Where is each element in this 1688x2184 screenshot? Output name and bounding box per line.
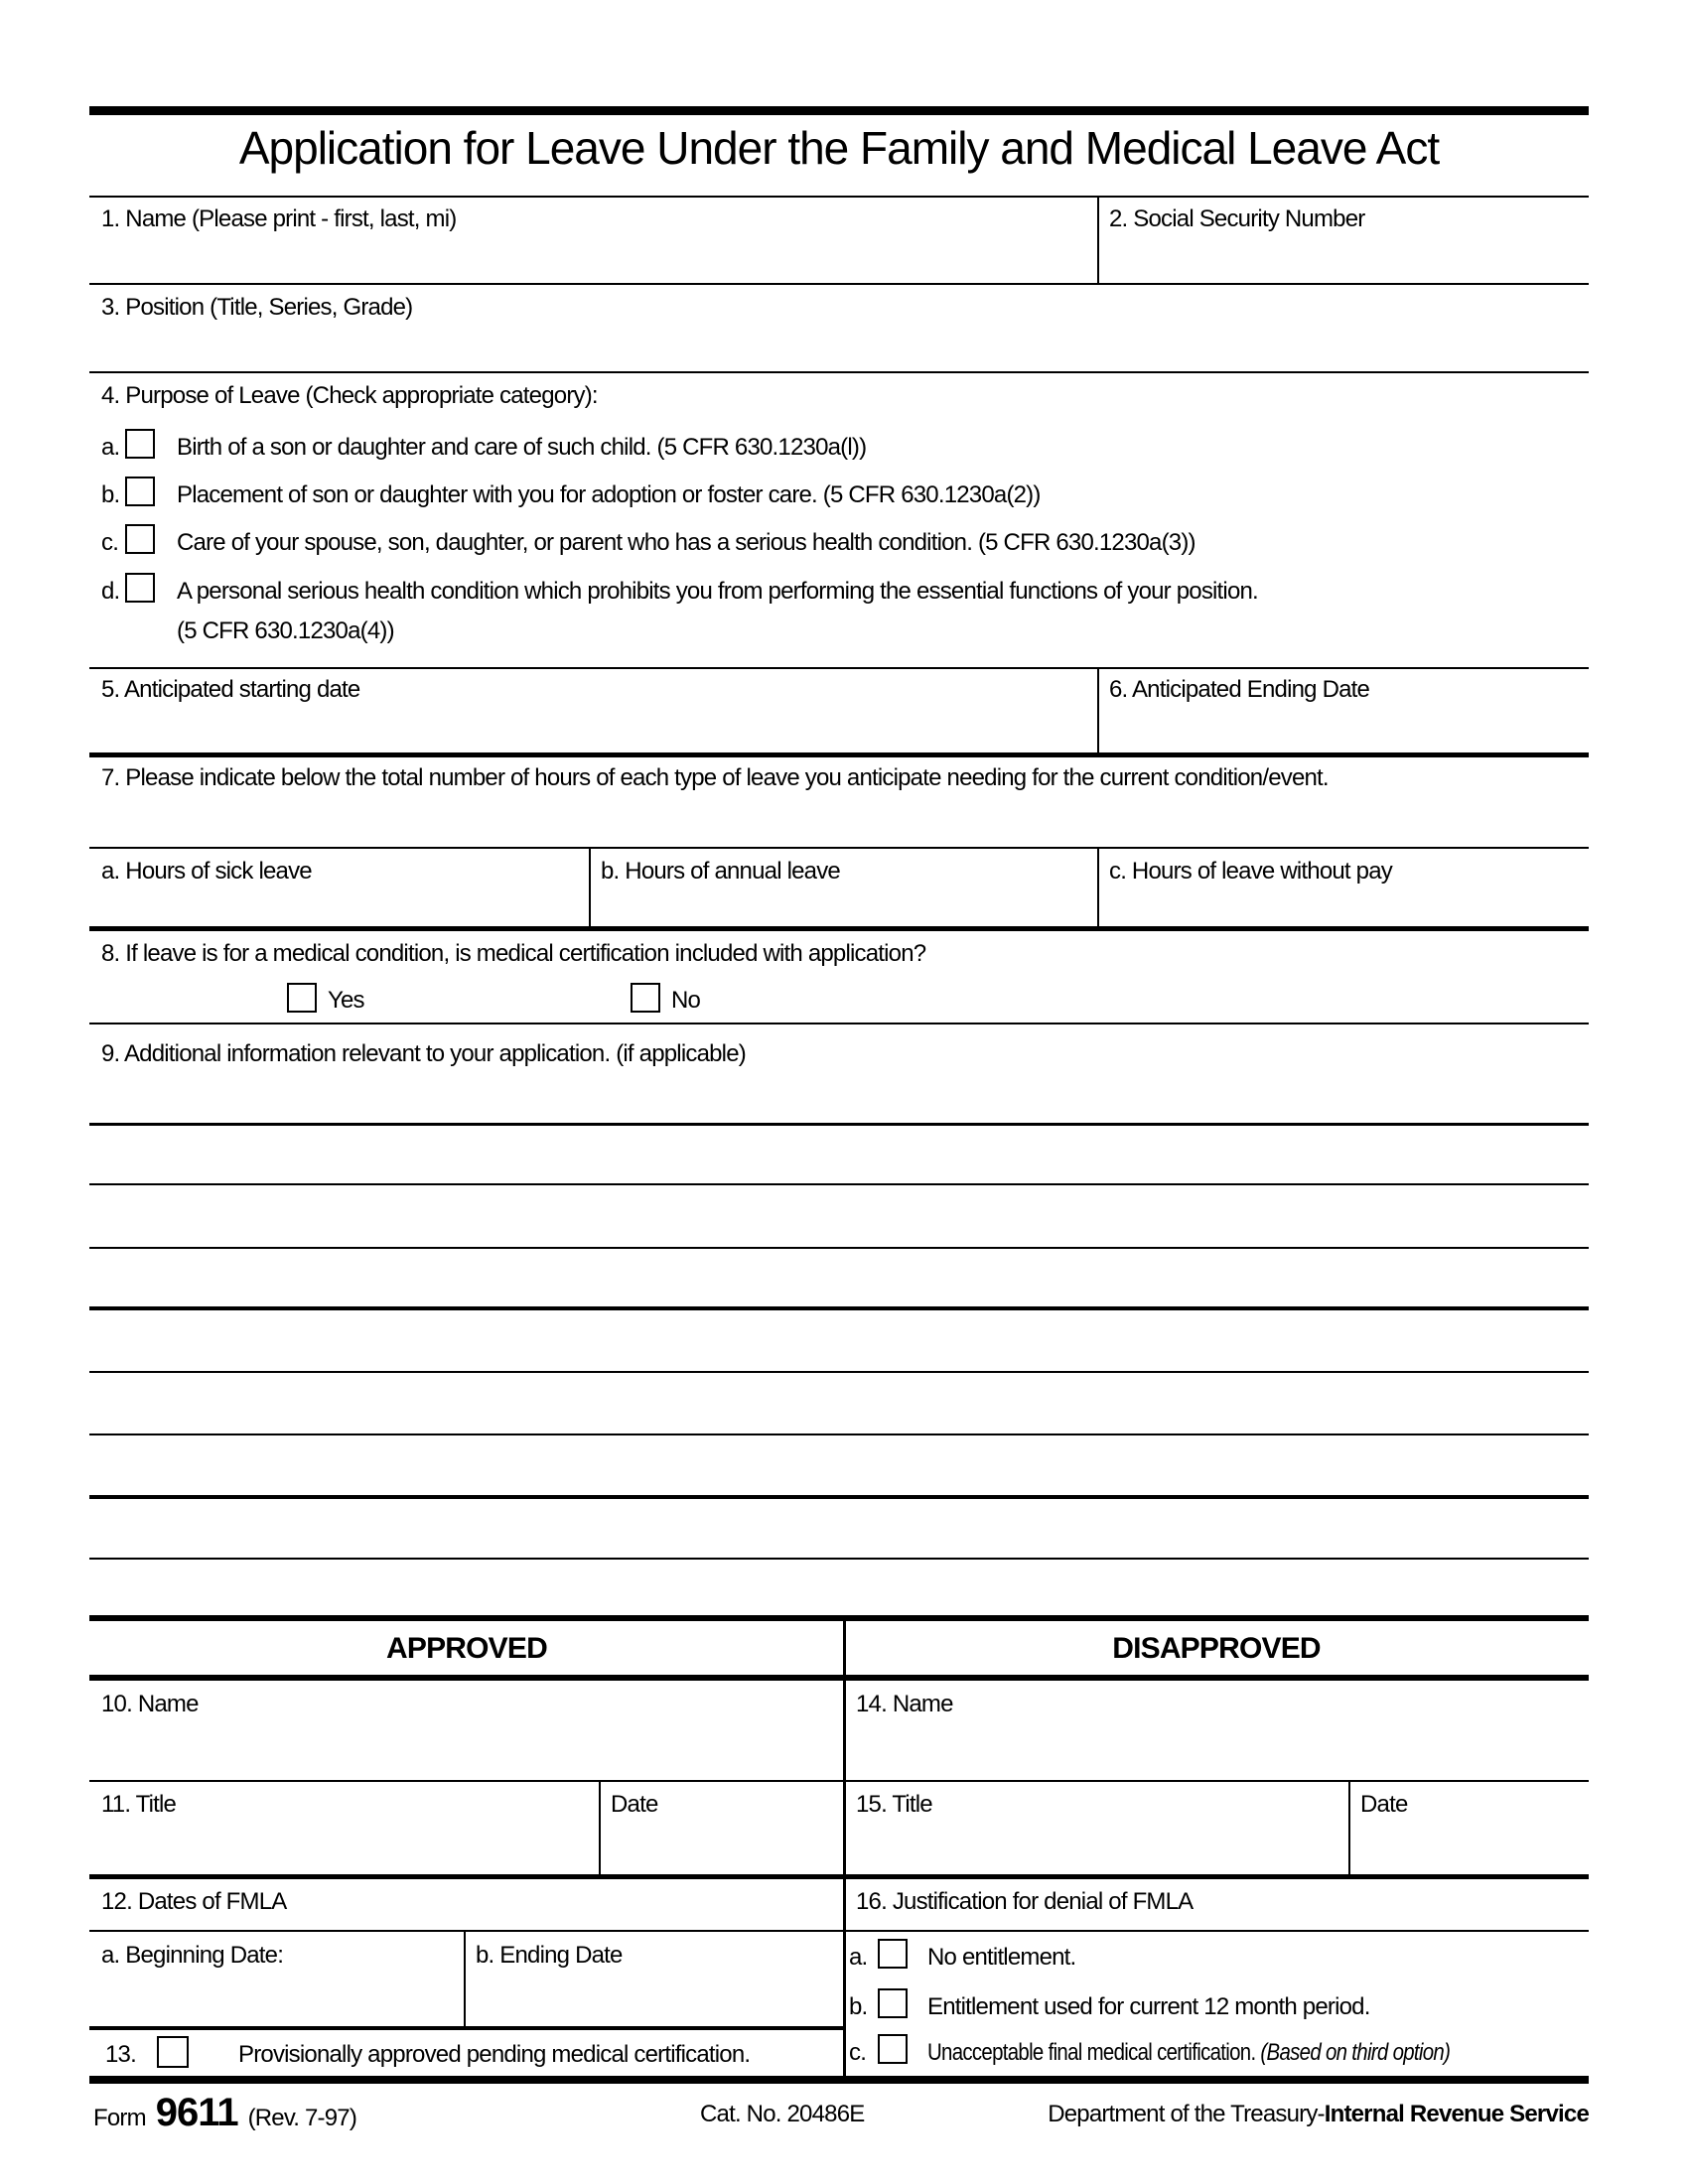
field-3-position-label: 3. Position (Title, Series, Grade) (101, 294, 413, 321)
field-10-name-label: 10. Name (101, 1691, 199, 1717)
position-input-area[interactable] (91, 324, 1586, 369)
approved-header: APPROVED (386, 1632, 547, 1665)
disapprover-title-input-area[interactable] (847, 1823, 1346, 1872)
denial-c-label (927, 2039, 1542, 2067)
disapproved-date-divider (1348, 1780, 1350, 1874)
row1-bottom-rule (89, 283, 1589, 285)
field-7c-lwop-label: c. Hours of leave without pay (1109, 858, 1392, 885)
provisional-approval-checkbox[interactable] (157, 2036, 189, 2068)
denial-b-letter: b. (849, 1993, 868, 2020)
purpose-c-checkbox[interactable] (125, 524, 155, 554)
begin-end-divider (464, 1930, 466, 2026)
denial-a-checkbox[interactable] (878, 1939, 908, 1969)
field-2-ssn-label: 2. Social Security Number (1109, 205, 1365, 232)
additional-info-input-area[interactable] (91, 1072, 1586, 1608)
writing-line-3 (89, 1247, 1589, 1249)
row5-bottom-rule (89, 752, 1589, 757)
name-row-bottom-rule (89, 1780, 1589, 1782)
approver-title-input-area[interactable] (91, 1823, 597, 1872)
row3-bottom-rule (89, 371, 1589, 373)
purpose-d-checkbox[interactable] (125, 573, 155, 603)
title-underline (89, 196, 1589, 198)
field-5-start-date-label: 5. Anticipated starting date (101, 676, 360, 703)
row8-bottom-rule (89, 1023, 1589, 1024)
field-8-certification-label: 8. If leave is for a medical condition, is medical certification included with application? (101, 940, 926, 967)
approval-header-bottom-rule (89, 1675, 1589, 1681)
ending-date-label: b. Ending Date (476, 1942, 623, 1969)
footer-revision: (Rev. 7-97) (247, 2105, 357, 2131)
top-rule (89, 106, 1589, 115)
hours-divider-1 (589, 847, 591, 929)
approver-name-input-area[interactable] (91, 1722, 841, 1778)
footer-department (993, 2101, 1589, 2128)
disapproved-date-label: Date (1360, 1791, 1408, 1818)
row12-16-underline (89, 1930, 1589, 1932)
footer-catalog-number: Cat. No. 20486E (700, 2101, 865, 2127)
purpose-b-letter: b. (101, 481, 120, 508)
row12ab-bottom-rule (89, 2026, 844, 2030)
disapproved-date-input-area[interactable] (1351, 1823, 1586, 1872)
hours-table-top-rule (89, 847, 1589, 849)
approval-center-divider (843, 1615, 846, 2078)
field-1-name-label: 1. Name (Please print - first, last, mi) (101, 205, 457, 232)
field-13-number: 13. (105, 2041, 136, 2068)
writing-line-8 (89, 1558, 1589, 1560)
beginning-date-label: a. Beginning Date: (101, 1942, 284, 1969)
footer-form-number: 9611 (155, 2091, 238, 2134)
name-input-area[interactable] (91, 236, 1094, 281)
writing-line-1 (89, 1123, 1589, 1126)
footer-agency-text: Internal Revenue Service (1324, 2101, 1589, 2127)
field-4-purpose-label: 4. Purpose of Leave (Check appropriate category): (101, 382, 598, 409)
lwop-input-area[interactable] (1100, 889, 1586, 925)
start-date-input-area[interactable] (91, 707, 1094, 751)
bottom-rule (89, 2076, 1589, 2084)
provisional-approval-label: Provisionally approved pending medical certification. (238, 2041, 751, 2068)
purpose-b-checkbox[interactable] (125, 477, 155, 506)
approval-table-top-rule (89, 1615, 1589, 1621)
writing-line-4 (89, 1306, 1589, 1310)
hours-table-bottom-rule (89, 926, 1589, 931)
purpose-d-letter: d. (101, 578, 120, 605)
purpose-c-label: Care of your spouse, son, daughter, or parent who has a serious health condition. (5 CFR 630.1230a(3)) (177, 529, 1196, 556)
field-7a-sick-leave-label: a. Hours of sick leave (101, 858, 312, 885)
denial-a-label: No entitlement. (927, 1944, 1076, 1971)
end-date-input-area[interactable] (1099, 707, 1586, 751)
sick-leave-input-area[interactable] (91, 889, 587, 925)
purpose-a-letter: a. (101, 434, 120, 461)
field-9-additional-info-label: 9. Additional information relevant to your application. (if applicable) (101, 1040, 746, 1067)
disapprover-name-input-area[interactable] (847, 1722, 1586, 1778)
writing-line-2 (89, 1183, 1589, 1185)
denial-c-text: Unacceptable final medical certification. (927, 2039, 1256, 2066)
writing-line-6 (89, 1433, 1589, 1435)
beginning-date-input-area[interactable] (91, 1974, 462, 2024)
title-row-bottom-rule (89, 1874, 1589, 1879)
hours-divider-2 (1097, 847, 1099, 929)
field-16-denial-label: 16. Justification for denial of FMLA (856, 1888, 1194, 1915)
form-title: Application for Leave Under the Family and Medical Leave Act (238, 122, 1440, 174)
denial-c-note: (Based on third option) (1260, 2039, 1451, 2066)
field-14-name-label: 14. Name (856, 1691, 953, 1717)
writing-line-5 (89, 1371, 1589, 1373)
field-7b-annual-leave-label: b. Hours of annual leave (601, 858, 840, 885)
approved-date-label: Date (611, 1791, 658, 1818)
certification-yes-label: Yes (328, 987, 364, 1014)
section4-bottom-rule (89, 667, 1589, 669)
annual-leave-input-area[interactable] (592, 889, 1095, 925)
ending-date-input-area[interactable] (467, 1974, 841, 2024)
field-7-hours-intro-label: 7. Please indicate below the total number of hours of each type of leave you anticipate needing for the current condition/event. (101, 764, 1329, 791)
disapproved-header: DISAPPROVED (1112, 1632, 1321, 1665)
denial-c-checkbox[interactable] (878, 2034, 908, 2064)
ssn-input-area[interactable] (1099, 236, 1586, 281)
purpose-a-checkbox[interactable] (125, 429, 155, 459)
certification-yes-checkbox[interactable] (287, 983, 317, 1013)
denial-a-letter: a. (849, 1944, 868, 1971)
purpose-d-label: A personal serious health condition which prohibits you from performing the essential functions of your position. (177, 578, 1258, 605)
approved-date-input-area[interactable] (602, 1823, 841, 1872)
field-6-end-date-label: 6. Anticipated Ending Date (1109, 676, 1370, 703)
field-11-title-label: 11. Title (101, 1791, 177, 1818)
approved-date-divider (599, 1780, 601, 1874)
purpose-b-label: Placement of son or daughter with you for adoption or foster care. (5 CFR 630.1230a(2)) (177, 481, 1041, 508)
purpose-d-label-line2: (5 CFR 630.1230a(4)) (177, 617, 394, 644)
purpose-a-label: Birth of a son or daughter and care of such child. (5 CFR 630.1230a(l)) (177, 434, 867, 461)
field-15-title-label: 15. Title (856, 1791, 932, 1818)
denial-c-letter: c. (849, 2039, 867, 2066)
certification-no-checkbox[interactable] (631, 983, 660, 1013)
footer-department-text: Department of the Treasury- (1048, 2101, 1325, 2127)
denial-b-label: Entitlement used for current 12 month period. (927, 1993, 1370, 2020)
certification-no-label: No (671, 987, 701, 1014)
writing-line-7 (89, 1495, 1589, 1499)
footer-form-label: Form (93, 2105, 146, 2131)
denial-b-checkbox[interactable] (878, 1988, 908, 2018)
footer-form-id (93, 2091, 356, 2135)
field-12-fmla-dates-label: 12. Dates of FMLA (101, 1888, 287, 1915)
purpose-c-letter: c. (101, 529, 119, 556)
